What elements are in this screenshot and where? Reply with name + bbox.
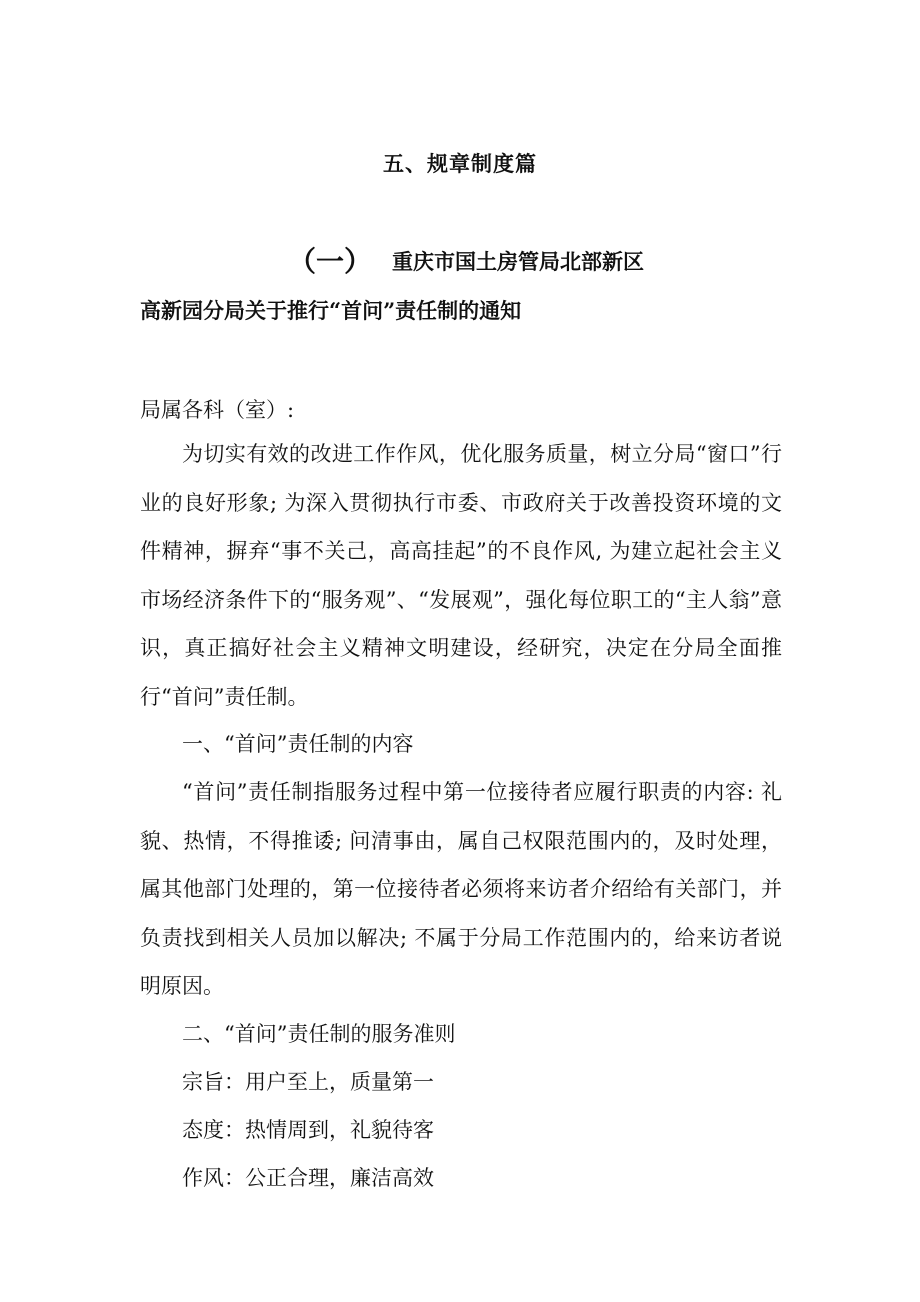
rule-item: 宗旨：用户至上，质量第一 <box>182 1070 434 1094</box>
rule-item: 态度：热情周到，礼貌待客 <box>182 1118 434 1142</box>
chapter-title: 五、规章制度篇 <box>383 151 537 176</box>
section-title-text: 重庆市国土房管局北部新区 <box>392 249 645 274</box>
paragraph-intro: 为切实有效的改进工作作风，优化服务质量，树立分局“窗口”行业的良好形象; 为深入贯彻执行市委、市政府关于改善投资环境的文件精神，摒弃“事不关己，高高挂起”的不良作风, 为建立起社会主义市场经济条件下的“服务观”、“发展观”，强化每位职工的“主人翁”意识，真正搞好社会主义精神文明建设，经研究，决定在分局全面推行“首问”责任制。 <box>140 442 782 709</box>
salutation: 局属各科（室）: <box>140 398 295 422</box>
section-number: （一） <box>288 245 373 278</box>
heading-service-rules: 二、“首问”责任制的服务准则 <box>182 1022 456 1046</box>
paragraph-content: “首问”责任制指服务过程中第一位接待者应履行职责的内容: 礼貌、热情，不得推诿; 问清事由，属自己权限范围内的，及时处理，属其他部门处理的，第一位接待者必须将来访者介绍给有关部门，并负责找到相关人员加以解决; 不属于分局工作范围内的，给来访者说明原因。 <box>140 780 782 998</box>
rule-item: 作风：公正合理，廉洁高效 <box>182 1166 434 1190</box>
section-title-line-2: 高新园分局关于推行“首问”责任制的通知 <box>140 298 522 323</box>
heading-content: 一、“首问”责任制的内容 <box>182 732 414 756</box>
section-title-line-1 <box>288 240 644 280</box>
